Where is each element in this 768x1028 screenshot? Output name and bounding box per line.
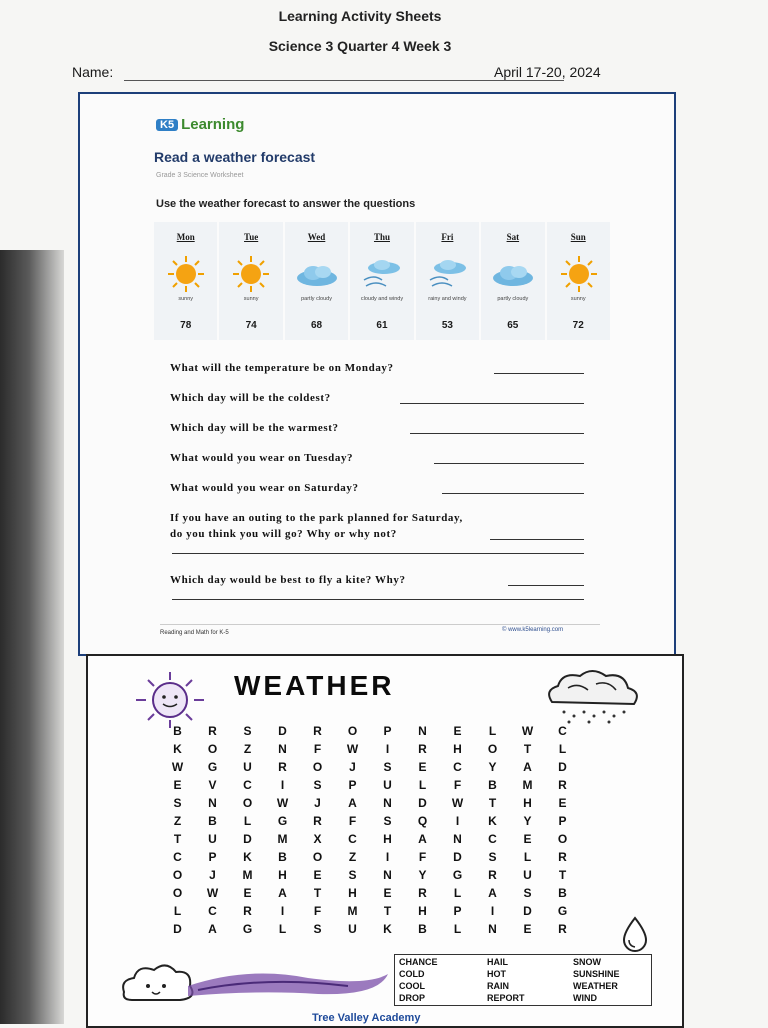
word-list-item: DROP [399,993,426,1003]
answer-line-5[interactable] [442,493,584,494]
grid-letter[interactable]: E [313,868,322,882]
sun-icon [557,254,601,294]
grid-letter[interactable]: P [348,778,357,792]
grid-letter[interactable]: V [208,778,217,792]
grid-letter[interactable]: M [277,832,288,846]
forecast-day-name: Mon [176,232,195,242]
grid-letter[interactable]: R [208,724,217,738]
forecast-day [154,222,217,340]
forecast-day [416,222,479,340]
word-list-item: SUNSHINE [573,969,620,979]
forecast-day-name: Sat [506,232,520,242]
grid-letter[interactable]: T [523,742,532,756]
grid-letter[interactable]: L [278,922,287,936]
grid-letter[interactable]: C [208,904,217,918]
forecast-day [219,222,282,340]
grid-letter[interactable]: N [383,868,392,882]
grid-letter[interactable]: N [383,796,392,810]
name-label: Name: [72,64,114,80]
grid-letter[interactable]: O [312,850,323,864]
grid-letter[interactable]: T [313,886,322,900]
word-list-item: COLD [399,969,425,979]
grid-letter[interactable]: C [488,832,497,846]
grid-letter[interactable]: E [173,778,182,792]
forecast-day-temp: 61 [376,320,388,331]
grid-letter[interactable]: O [557,832,568,846]
grid-letter[interactable]: J [209,868,216,882]
word-list-item: REPORT [487,993,525,1003]
word-list-item: WEATHER [573,981,618,991]
grid-letter[interactable]: U [208,832,217,846]
word-search-worksheet [86,654,684,1028]
grid-letter[interactable]: T [173,832,182,846]
grid-letter[interactable]: N [453,832,462,846]
grid-letter[interactable]: D [243,832,252,846]
worksheet-footer-left: Reading and Math for K-5 [160,630,229,636]
grid-row [160,758,580,776]
grid-letter[interactable]: K [488,814,497,828]
cloud-icon [295,254,339,294]
grid-letter[interactable]: O [172,886,183,900]
grid-letter[interactable]: O [347,724,358,738]
answer-line-7a[interactable] [508,585,584,586]
grid-letter[interactable]: G [242,922,253,936]
grid-letter[interactable]: G [557,904,568,918]
worksheet-instruction: Use the weather forecast to answer the questions [156,198,416,210]
grid-letter[interactable]: B [208,814,217,828]
grid-letter[interactable]: L [243,814,252,828]
grid-letter[interactable]: N [208,796,217,810]
question-6-line-1: If you have an outing to the park planned for Saturday, [170,512,463,524]
grid-letter[interactable]: Y [418,868,427,882]
grid-letter[interactable]: E [453,724,462,738]
grid-letter[interactable]: E [383,886,392,900]
grid-letter[interactable]: S [313,922,322,936]
question-2: Which day will be the coldest? [170,392,331,404]
grid-letter[interactable]: L [173,904,182,918]
grid-letter[interactable]: A [418,832,427,846]
grid-letter[interactable]: W [171,760,184,774]
grid-letter[interactable]: H [278,868,287,882]
worksheet-title: Read a weather forecast [154,149,316,165]
answer-line-3[interactable] [410,433,584,434]
grid-letter[interactable]: N [488,922,497,936]
grid-letter[interactable]: Y [523,814,532,828]
answer-line-1[interactable] [494,373,584,374]
grid-letter[interactable]: U [243,760,252,774]
grid-letter[interactable]: I [385,850,390,864]
grid-letter[interactable]: W [521,724,534,738]
grid-letter[interactable]: M [347,904,358,918]
grid-row [160,740,580,758]
forecast-day-desc: sunny [178,296,194,302]
forecast-day-name: Sun [570,232,586,242]
forecast-day-name: Fri [441,232,454,242]
grid-letter[interactable]: E [523,832,532,846]
grid-letter[interactable]: P [208,850,217,864]
question-7: Which day would be best to fly a kite? Why? [170,574,406,586]
grid-row [160,812,580,830]
grid-letter[interactable]: J [314,796,321,810]
grid-letter[interactable]: M [522,778,533,792]
grid-letter[interactable]: W [206,886,219,900]
grid-letter[interactable]: W [451,796,464,810]
grid-letter[interactable]: D [558,760,567,774]
grid-letter[interactable]: L [453,886,462,900]
grid-row [160,722,580,740]
grid-letter[interactable]: G [452,868,463,882]
logo-text: Learning [181,116,245,133]
forecast-day-desc: sunny [570,296,586,302]
grid-letter[interactable]: X [313,832,322,846]
grid-letter[interactable]: A [523,760,532,774]
grid-letter[interactable]: F [418,850,427,864]
grid-row [160,866,580,884]
grid-row [160,794,580,812]
grid-letter[interactable]: E [558,796,567,810]
grid-letter[interactable]: S [348,868,357,882]
forecast-day-name: Tue [244,232,259,242]
grid-letter[interactable]: Q [417,814,428,828]
worksheet-footer-right: © www.k5learning.com [502,627,564,633]
sun-icon [229,254,273,294]
forecast-day [547,222,610,340]
grid-letter[interactable]: N [278,742,287,756]
grid-letter[interactable]: N [418,724,427,738]
question-3: Which day will be the warmest? [170,422,339,434]
forecast-day-temp: 53 [441,320,453,331]
answer-line-2[interactable] [400,403,584,404]
grid-letter[interactable]: K [173,742,182,756]
grid-row [160,902,580,920]
grid-letter[interactable]: O [242,796,253,810]
grid-letter[interactable]: J [349,760,356,774]
grid-letter[interactable]: S [383,814,392,828]
grid-letter[interactable]: F [313,904,322,918]
sun-icon [164,254,208,294]
grid-letter[interactable]: L [453,922,462,936]
windy-cloud-icon [426,254,470,294]
footer-credit: Tree Valley Academy [312,1012,421,1024]
grid-letter[interactable]: I [490,904,495,918]
word-search-title: WEATHER [234,670,395,701]
grid-letter[interactable]: P [558,814,567,828]
word-list-item: COOL [399,981,425,991]
k5-logo [156,116,244,133]
grid-letter[interactable]: H [418,904,427,918]
grid-letter[interactable]: B [418,922,427,936]
grid-letter[interactable]: A [488,886,497,900]
grid-letter[interactable]: K [383,922,392,936]
name-field[interactable] [124,80,564,81]
forecast-day [350,222,413,340]
grid-letter[interactable]: R [558,922,567,936]
word-list [394,954,652,1006]
grid-letter[interactable]: B [278,850,287,864]
grid-letter[interactable]: S [313,778,322,792]
word-list-item: WIND [573,993,597,1003]
grid-letter[interactable]: S [488,850,497,864]
grid-letter[interactable]: U [348,922,357,936]
grid-letter[interactable]: A [348,796,357,810]
grid-letter[interactable]: H [453,742,462,756]
sheet-subtitle: Science 3 Quarter 4 Week 3 [268,38,452,54]
question-5: What would you wear on Saturday? [170,482,359,494]
grid-letter[interactable]: F [348,814,357,828]
grid-letter[interactable]: S [523,886,532,900]
water-drop-icon [618,916,652,952]
forecast-day-desc: cloudy and windy [360,296,404,302]
letter-grid [160,722,580,938]
grid-letter[interactable]: R [313,724,322,738]
grid-letter[interactable]: R [313,814,322,828]
grid-letter[interactable]: S [243,724,252,738]
question-6-line-2: do you think you will go? Why or why not? [170,528,397,540]
logo-k5-badge: K5 [156,119,178,131]
grid-row [160,884,580,902]
grid-letter[interactable]: D [453,850,462,864]
forecast-day [285,222,348,340]
question-4: What would you wear on Tuesday? [170,452,354,464]
grid-letter[interactable]: Z [173,814,182,828]
forecast-day-desc: sunny [243,296,259,302]
grid-letter[interactable]: R [558,850,567,864]
word-list-item: HOT [487,969,506,979]
grid-letter[interactable]: H [348,886,357,900]
grid-row [160,920,580,938]
grid-letter[interactable]: B [488,778,497,792]
grid-letter[interactable]: Z [243,742,252,756]
grid-letter[interactable]: D [278,724,287,738]
grid-letter[interactable]: D [523,904,532,918]
grid-letter[interactable]: T [558,868,567,882]
answer-line-4[interactable] [434,463,584,464]
grid-letter[interactable]: D [173,922,182,936]
grid-letter[interactable]: P [383,724,392,738]
answer-line-6a[interactable] [490,539,584,540]
grid-letter[interactable]: E [523,922,532,936]
grid-letter[interactable]: E [243,886,252,900]
windy-cloud-icon [360,254,404,294]
grid-letter[interactable]: A [278,886,287,900]
grid-letter[interactable]: W [346,742,359,756]
grid-letter[interactable]: H [523,796,532,810]
grid-letter[interactable]: C [173,850,182,864]
grid-letter[interactable]: P [453,904,462,918]
grid-letter[interactable]: G [207,760,218,774]
word-list-item: RAIN [487,981,509,991]
forecast-day-temp: 72 [572,320,584,331]
page-edge-shadow [0,250,64,1024]
forecast-day [481,222,544,340]
forecast-day-temp: 74 [245,320,257,331]
grid-letter[interactable]: K [243,850,252,864]
grid-letter[interactable]: O [312,760,323,774]
grid-letter[interactable]: G [277,814,288,828]
grid-letter[interactable]: H [383,832,392,846]
answer-line-6b[interactable] [172,553,584,554]
grid-letter[interactable]: Z [348,850,357,864]
grid-letter[interactable]: R [278,760,287,774]
grid-letter[interactable]: L [523,850,532,864]
grid-row [160,830,580,848]
grid-letter[interactable]: R [558,778,567,792]
grid-letter[interactable]: I [455,814,460,828]
grid-letter[interactable]: R [418,886,427,900]
grid-letter[interactable]: S [173,796,182,810]
sheet-title: Learning Activity Sheets [278,8,442,24]
forecast-table [154,222,610,340]
grid-letter[interactable]: Y [488,760,497,774]
grid-letter[interactable]: T [383,904,392,918]
grid-letter[interactable]: R [418,742,427,756]
grid-letter[interactable]: L [488,724,497,738]
grid-letter[interactable]: B [173,724,182,738]
grid-letter[interactable]: A [208,922,217,936]
grid-letter[interactable]: I [280,778,285,792]
forecast-day-temp: 68 [310,320,323,331]
date-text: April 17-20, 2024 [494,64,601,80]
wind-cloud-icon [118,956,408,1010]
grid-letter[interactable]: E [418,760,427,774]
grid-letter[interactable]: L [558,742,567,756]
grid-letter[interactable]: S [383,760,392,774]
rain-cloud-icon [538,666,648,730]
forecast-day-desc: partly cloudy [497,296,529,302]
forecast-worksheet [78,92,676,656]
grid-letter[interactable]: I [385,742,390,756]
grid-letter[interactable]: M [242,868,253,882]
grid-letter[interactable]: F [313,742,322,756]
smiling-sun-icon [120,670,220,730]
grid-letter[interactable]: R [488,868,497,882]
forecast-day-temp: 78 [180,320,192,331]
question-1: What will the temperature be on Monday? [170,362,394,374]
forecast-day-temp: 65 [507,320,519,331]
forecast-day-name: Wed [307,232,326,242]
grid-letter[interactable]: I [280,904,285,918]
grid-row [160,848,580,866]
forecast-day-name: Thu [373,232,390,242]
forecast-day-desc: rainy and windy [428,296,467,302]
grid-letter[interactable]: W [276,796,289,810]
answer-line-7b[interactable] [172,599,584,600]
grid-letter[interactable]: O [207,742,218,756]
grid-letter[interactable]: O [487,742,498,756]
grid-letter[interactable]: C [453,760,462,774]
cloud-icon [491,254,535,294]
grid-letter[interactable]: C [348,832,357,846]
grid-row [160,776,580,794]
footer-rule [160,624,600,625]
grid-letter[interactable]: C [558,724,567,738]
grid-letter[interactable]: R [243,904,252,918]
forecast-day-desc: partly cloudy [301,296,332,302]
grid-letter[interactable]: B [558,886,567,900]
word-list-item: CHANCE [399,957,438,967]
grid-letter[interactable]: T [488,796,497,810]
worksheet-subtitle: Grade 3 Science Worksheet [156,172,244,179]
grid-letter[interactable]: C [243,778,252,792]
grid-letter[interactable]: O [172,868,183,882]
word-list-item: HAIL [487,957,508,967]
grid-letter[interactable]: L [418,778,427,792]
grid-letter[interactable]: F [453,778,462,792]
grid-letter[interactable]: U [383,778,392,792]
grid-letter[interactable]: U [523,868,532,882]
grid-letter[interactable]: D [418,796,427,810]
word-list-item: SNOW [573,957,601,967]
